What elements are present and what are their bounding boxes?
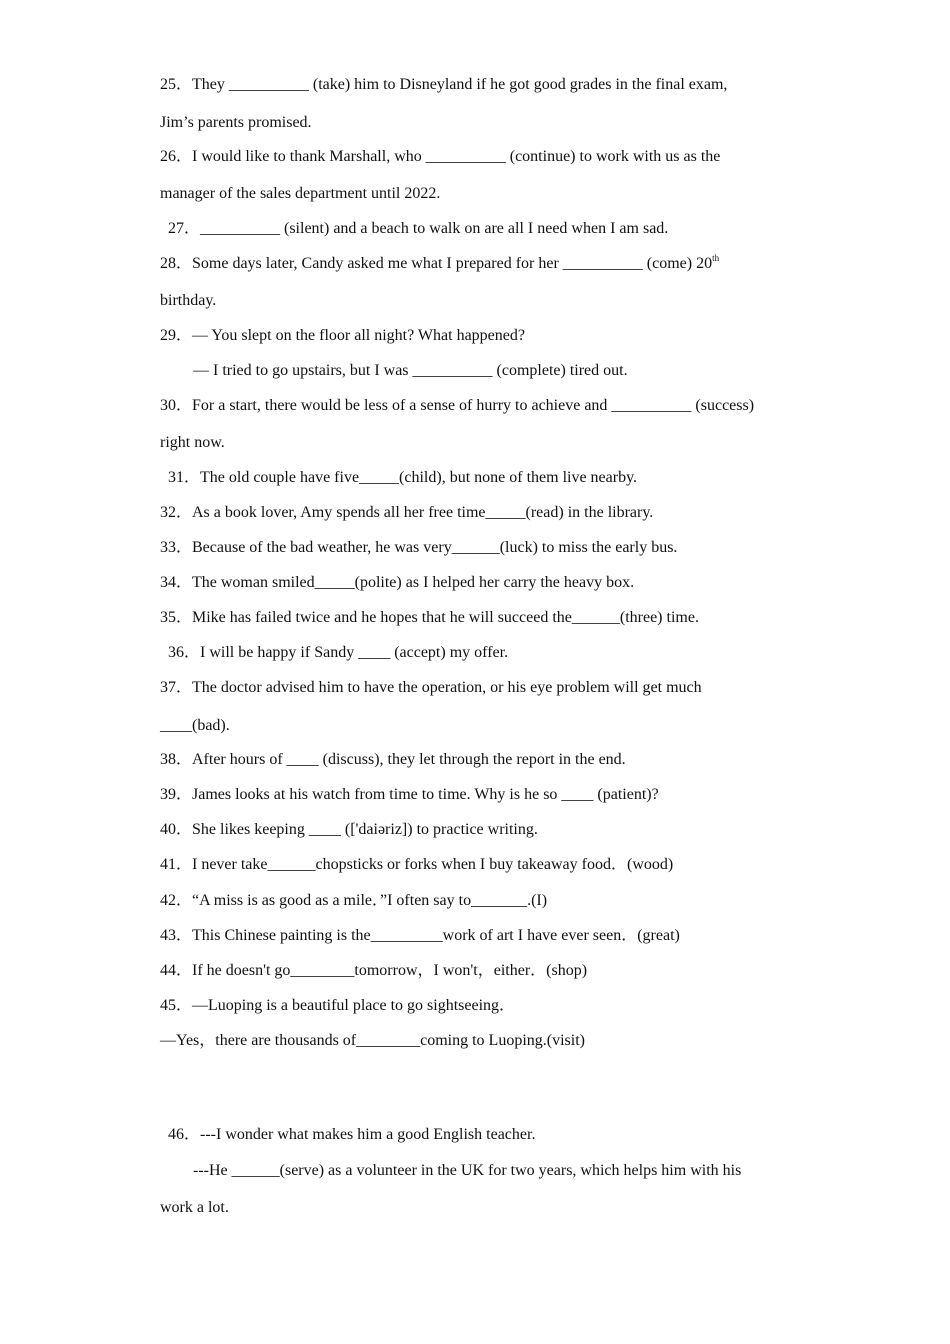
question-37-line-2: ____(bad).	[160, 717, 230, 734]
question-29-line-1: 29．— You slept on the floor all night? What happened?	[160, 327, 525, 344]
question-30-line-1: 30．For a start, there would be less of a sense of hurry to achieve and __________ (success)	[160, 397, 755, 414]
question-45-line-1: 45．—Luoping is a beautiful place to go sightseeing．	[160, 997, 516, 1014]
question-29-line-2: — I tried to go upstairs, but I was __________ (complete) tired out.	[193, 362, 628, 379]
question-42: 42．“A miss is as good as a mile．”I often say to_______.(I)	[160, 892, 548, 909]
question-36: 36．I will be happy if Sandy ____ (accept) my offer.	[168, 644, 509, 661]
question-45-line-2: —Yes，there are thousands of________coming to Luoping.(visit)	[160, 1032, 585, 1049]
question-27: 27．__________ (silent) and a beach to walk on are all I need when I am sad.	[168, 220, 669, 237]
question-35: 35．Mike has failed twice and he hopes that he will succeed the______(three) time.	[160, 609, 699, 626]
question-32: 32．As a book lover, Amy spends all her free time_____(read) in the library.	[160, 504, 654, 521]
question-44: 44．If he doesn't go________tomorrow，I won't，either．(shop)	[160, 962, 588, 979]
question-38: 38．After hours of ____ (discuss), they let through the report in the end.	[160, 751, 626, 768]
question-25-line-1: 25．They __________ (take) him to Disneyland if he got good grades in the final exam,	[160, 76, 728, 93]
question-46-line-2: ---He ______(serve) as a volunteer in the UK for two years, which helps him with his	[193, 1162, 742, 1179]
question-43: 43．This Chinese painting is the_________work of art I have ever seen．(great)	[160, 927, 680, 944]
question-25-line-2: Jim’s parents promised.	[160, 114, 312, 131]
question-40: 40．She likes keeping ____ (['daiəriz]) to practice writing.	[160, 821, 538, 838]
question-28-text: 28．Some days later, Candy asked me what I prepared for her __________ (come) 20	[160, 255, 713, 272]
question-30-line-2: right now.	[160, 434, 225, 451]
question-34: 34．The woman smiled_____(polite) as I helped her carry the heavy box.	[160, 574, 635, 591]
question-28-line-1	[160, 254, 719, 274]
question-46-line-1: 46．---I wonder what makes him a good English teacher.	[168, 1126, 536, 1143]
question-28-line-2: birthday.	[160, 292, 217, 309]
question-31: 31．The old couple have five_____(child), but none of them live nearby.	[168, 469, 638, 486]
question-37-line-1: 37．The doctor advised him to have the operation, or his eye problem will get much	[160, 679, 702, 696]
question-26-line-1: 26．I would like to thank Marshall, who __________ (continue) to work with us as the	[160, 148, 721, 165]
question-39: 39．James looks at his watch from time to time. Why is he so ____ (patient)?	[160, 786, 659, 803]
question-46-line-3: work a lot.	[160, 1199, 229, 1216]
question-28-superscript: th	[712, 253, 720, 263]
question-41: 41．I never take______chopsticks or forks when I buy takeaway food．(wood)	[160, 856, 674, 873]
question-26-line-2: manager of the sales department until 2022.	[160, 185, 441, 202]
question-33: 33．Because of the bad weather, he was very______(luck) to miss the early bus.	[160, 539, 678, 556]
